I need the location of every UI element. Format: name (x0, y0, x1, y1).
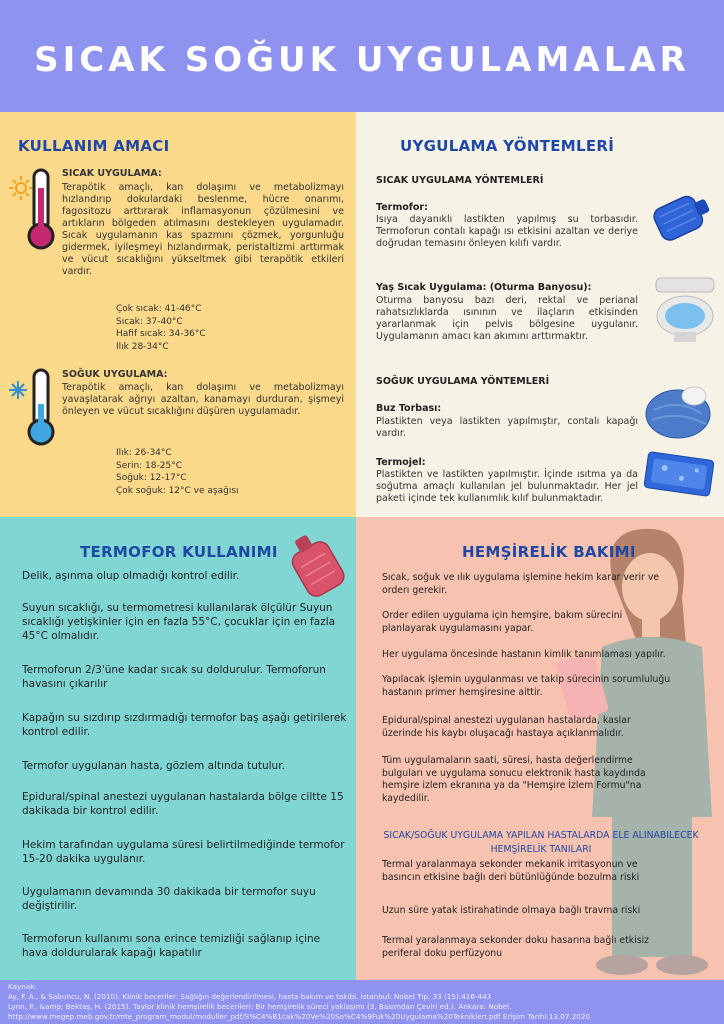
list-item: Serin: 18-25°C (116, 460, 182, 471)
list-item: Uygulamanın devamında 30 dakikada bir termofor suyu değiştirilir. (22, 886, 316, 912)
gel-pack-icon (642, 448, 716, 500)
tani-title: SICAK/SOĞUK UYGULAMA YAPILAN HASTALARDA ELE ALINABILECEK HEMŞİRELİK TANILARI (383, 830, 699, 855)
list-item: Termal yaralanmaya sekonder mekanik irritasyonun ve basıncın etkisine bağlı deri bütünlüğünde bozulma riski (382, 859, 640, 883)
soguk-text: Terapötik amaçlı, kan dolaşımı ve metabolizmayı yavaşlatarak ağrıyı azaltan, kanamayı durduran, şişmeyi önleyen ve vücut sıcaklığını düşüren uygulamadır. (62, 382, 344, 417)
list-item: Termofor uygulanan hasta, gözlem altında tutulur. (22, 760, 285, 772)
sitz-bath-icon (652, 276, 718, 344)
buz-text: Plastikten veya lastikten yapılmıştır, contalı kapağı vardır. (376, 416, 638, 439)
list-item: Tüm uygulamaların saati, süresi, hasta değerlendirme bulguları ve uygulama sonucu elektronik hasta kaydında hemşire izlem ekranına ya da "Hemşire İzlem Formu"na kaydedilir. (382, 755, 646, 804)
list-item: Yapılacak işlemin uygulanması ve takip sürecinin sorumluluğu hastanın primer hemşiresine aittir. (382, 674, 671, 698)
list-item: Çok soğuk: 12°C ve aşağısı (116, 485, 239, 496)
termofor-label: Termofor: (376, 202, 428, 213)
panel-termofor-kullanimi (0, 517, 356, 980)
termojel-text: Plastikten ve lastikten yapılmıştır. İçinde ısıtma ya da soğutma amaçlı kullanılan jel bulunmaktadır. Her jel paketi içinde tek kullanımlık kılıf bulunmaktadır. (376, 469, 638, 504)
termofor-title: TERMOFOR KULLANIMI (80, 543, 278, 561)
red-hot-water-bottle-icon (282, 527, 352, 603)
list-item: Order edilen uygulama için hemşire, bakım sürecini planlayarak uygulamasını yapar. (382, 610, 623, 634)
bakim-title: HEMŞİRELİK BAKIMI (462, 543, 636, 561)
soguk-label: SOĞUK UYGULAMA: (62, 369, 168, 380)
snowflake-icon (8, 380, 28, 400)
reference-item: Lynn, P., &amp; Bektaş, H. (2015). Taylor klinik hemşirelik becerileri: Bir hemşirelik süreci yaklaşımı (3. Basımdan Çeviri ed.). Ankara: Nobel. (8, 1002, 512, 1011)
list-item: Epidural/spinal anestezi uygulanan hastalarda, kaslar üzerinde his kaybı oluşacağı hastaya açıklanmalıdır. (382, 715, 631, 739)
list-item: Kapağın su sızdırıp sızdırmadığı termofor baş aşağı getirilerek kontrol edilir. (22, 712, 347, 738)
yontem-title: UYGULAMA YÖNTEMLERİ (400, 137, 615, 155)
list-item: Suyun sıcaklığı, su termometresi kullanılarak ölçülür Suyun sıcaklığı yetişkinler için en fazla 55°C, çocuklar için en fazla 45°C olmalıdır. (22, 602, 336, 642)
reference-link[interactable]: http://www.megep.meb.gov.tr/mte_program_modul/moduller_pdf/S%C4%B1cak%20Ve%20So%C4%9Fuk%20Uygulama%20Teknikleri.pdf Erişim Tarihi:13.07.2020 (8, 1012, 591, 1021)
list-item: Termoforun 2/3'üne kadar sıcak su doldurulur. Termoforun havasını çıkarılır (22, 664, 326, 690)
list-item: Çok sıcak: 41-46°C (116, 304, 202, 314)
yas-text: Oturma banyosu bazı deri, rektal ve perianal rahatsızlıklarda ısınının ve ilaçların etkisinden yararlanmak için pelvis bölgesine uygulanır. Uygulamanın amacı kan akımını arttırmaktır. (376, 295, 638, 342)
list-item: Ilık 28-34°C (116, 341, 169, 352)
kullanim-title: KULLANIM AMACI (18, 137, 170, 155)
ice-bag-icon (644, 380, 714, 440)
thermometer-hot-icon (26, 168, 56, 252)
sicak-text: Terapötik amaçlı, kan dolaşımı ve metabolizmayı hızlandırıp dokulardaki beslenme, hücre onarımı, fagositozu arttırarak inflamasyonun çözülmesini ve artıkların bölgeden atılmasını destekleyen uygulamadır. Sıcak uygulamanın kas spazmını çözmek, yorgunluğu gidermek, iyileşmeyi hızlandırmak, peristaltizmi arttırmak ve vücut sıcaklığını yükseltmek gibi terapötik etkileri vardır. (62, 182, 344, 277)
reference-item: Ay, F. A., & Sabuncu, N. (2010). Klinik beceriler: Sağlığın değerlendirilmesi, hasta bakım ve takibi. İstanbul: Nobel Tıp. 33 (15):416-443 (8, 992, 492, 1001)
termofor-text: Isıya dayanıklı lastikten yapılmış su torbasıdır. Termoforun contalı kapağı ısı etkisini azaltan ve deriye doğrudan temasını önleyen kılıfı vardır. (376, 214, 638, 249)
list-item: Her uygulama öncesinde hastanın kimlik tanımlaması yapılır. (382, 649, 666, 660)
list-item: Ilık: 26-34°C (116, 448, 172, 458)
list-item: Sıcak, soğuk ve ılık uygulama işlemine hekim karar verir ve orderı gerekir. (382, 572, 660, 596)
page-title: SICAK SOĞUK UYGULAMALAR (34, 40, 690, 80)
panel-uygulama-yontemleri (356, 112, 724, 517)
list-item: Hafif sıcak: 34-36°C (116, 329, 206, 339)
buz-label: Buz Torbası: (376, 403, 442, 414)
footer-references (0, 980, 724, 1024)
list-item: Termoforun kullanımı sona erince temizliği sağlanıp içine hava doldurularak kapağı kapatılır (22, 933, 321, 959)
sicak-label: SICAK UYGULAMA: (62, 168, 162, 179)
header-banner (0, 0, 724, 112)
list-item: Hekim tarafından uygulama süresi belirtilmediğinde termofor 15-20 dakika uygulanır. (22, 839, 345, 865)
list-item: Sıcak: 37-40°C (116, 316, 183, 327)
list-item: Termal yaralanmaya sekonder doku hasarına bağlı etkisiz periferal doku perfüzyonu (382, 935, 650, 959)
list-item: Uzun süre yatak istirahatinde olmaya bağlı travma riski (382, 905, 641, 916)
termojel-label: Termojel: (376, 457, 426, 468)
hot-water-bottle-icon (646, 186, 716, 248)
yas-label: Yaş Sıcak Uygulama: (Oturma Banyosu): (376, 282, 592, 293)
soguk-list (116, 447, 239, 497)
sicak-list (116, 303, 206, 353)
list-item: Epidural/spinal anestezi uygulanan hastalarda bölge ciltte 15 dakikada bir kontrol edilir. (22, 791, 344, 817)
footer-label: Kaynak: (8, 982, 37, 991)
list-item: Soğuk: 12-17°C (116, 473, 187, 483)
thermometer-cold-icon (26, 368, 56, 448)
panel-kullanim-amaci (0, 112, 356, 517)
panel-hemsirelik-bakimi (356, 517, 724, 980)
sicak-yontem-head: SICAK UYGULAMA YÖNTEMLERİ (376, 175, 544, 186)
list-item: Delik, aşınma olup olmadığı kontrol edilir. (22, 570, 240, 582)
soguk-yontem-head: SOĞUK UYGULAMA YÖNTEMLERİ (376, 376, 550, 387)
